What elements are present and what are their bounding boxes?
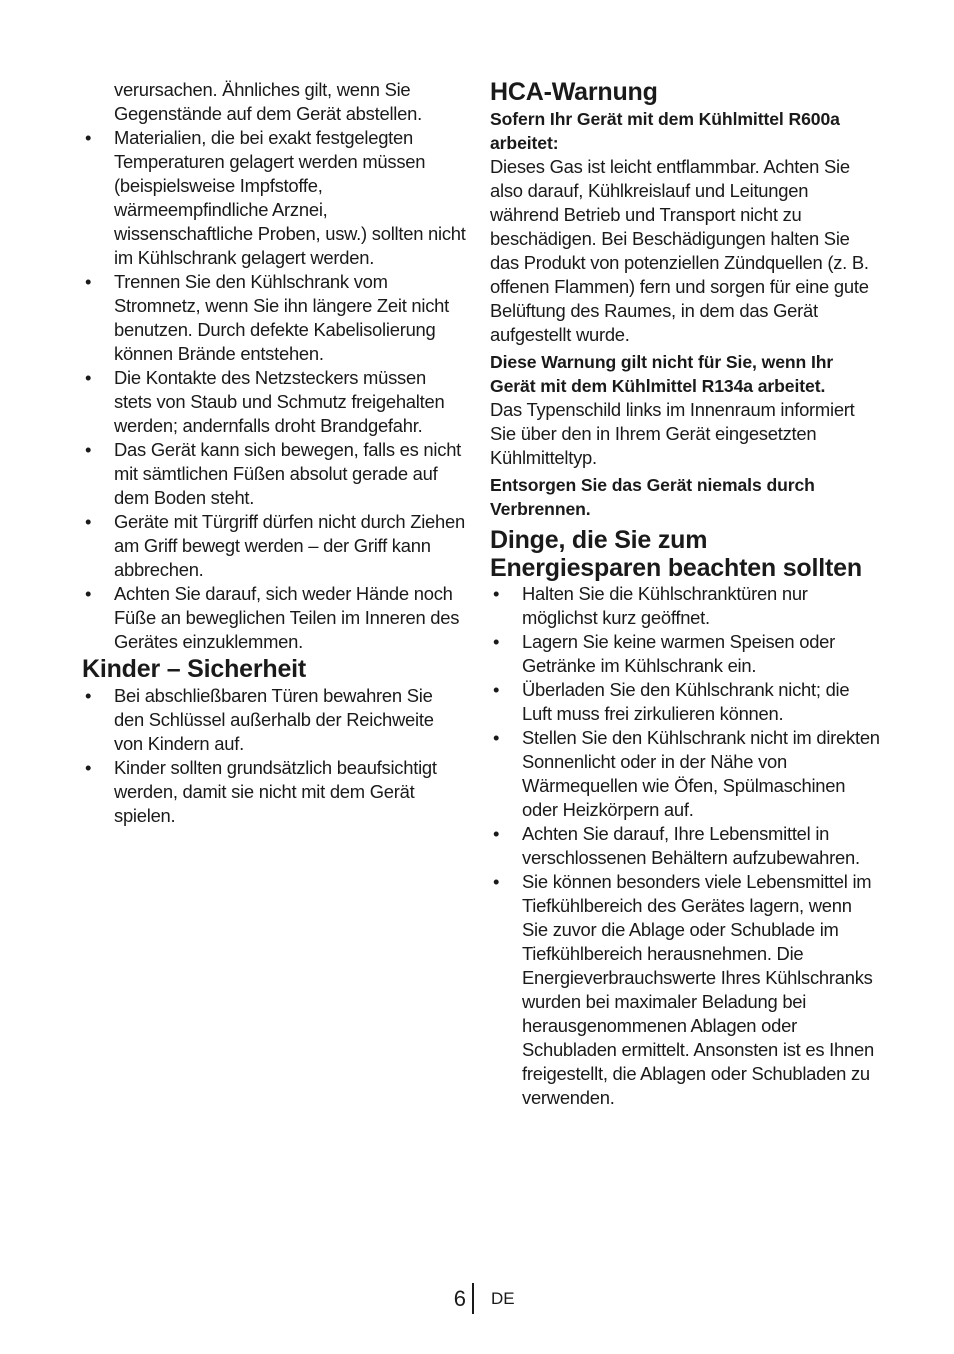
list-item: • Trennen Sie den Kühlschrank vom Stromnetz, wenn Sie ihn längere Zeit nicht benutzen. Durch defekte Kabelisolierung können Brände entstehen. [82, 270, 466, 366]
typenschild-text: Das Typenschild links im Innenraum informiert Sie über den in Ihrem Gerät eingesetzten Kühlmitteltyp. [490, 399, 855, 468]
list-item: • Achten Sie darauf, sich weder Hände noch Füße an beweglichen Teilen im Inneren des Gerätes einzuklemmen. [82, 582, 466, 654]
entsorgen-note: Entsorgen Sie das Gerät niemals durch Verbrennen. [490, 475, 815, 519]
safety-bullet-list [82, 126, 466, 654]
page-number: 6 [453, 1286, 466, 1311]
list-item: • Das Gerät kann sich bewegen, falls es nicht mit sämtlichen Füßen absolut gerade auf dem Boden steht. [82, 438, 466, 510]
list-item: • Halten Sie die Kühlschranktüren nur möglichst kurz geöffnet. [490, 582, 880, 630]
continuation-text: verursachen. Ähnliches gilt, wenn Sie Gegenstände auf dem Gerät abstellen. [114, 79, 422, 124]
kinder-sicherheit-heading: Kinder – Sicherheit [82, 655, 307, 683]
hca-subheading: Sofern Ihr Gerät mit dem Kühlmittel R600a arbeitet: [490, 109, 840, 153]
list-item: • Überladen Sie den Kühlschrank nicht; die Luft muss frei zirkulieren können. [490, 678, 880, 726]
hca-warnung-heading: HCA-Warnung [490, 78, 658, 106]
footer-divider [472, 1283, 474, 1314]
kinder-bullet-list [82, 684, 466, 828]
left-column [82, 0, 466, 828]
list-item: • Lagern Sie keine warmen Speisen oder Getränke im Kühlschrank ein. [490, 630, 880, 678]
list-item: • Achten Sie darauf, Ihre Lebensmittel in verschlossenen Behältern aufzubewahren. [490, 822, 880, 870]
list-item: • Materialien, die bei exakt festgelegten Temperaturen gelagert werden müssen (beispielsweise Impfstoffe, wärmeempfindliche Arznei, wissenschaftliche Proben, usw.) sollten nicht im Kühlschrank gelagert werden. [82, 126, 466, 270]
list-item: • Bei abschließbaren Türen bewahren Sie den Schlüssel außerhalb der Reichweite von Kindern auf. [82, 684, 466, 756]
list-item: • Sie können besonders viele Lebensmittel im Tiefkühlbereich des Gerätes lagern, wenn Sie zuvor die Ablage oder Schublade im Tiefkühlbereich herausnehmen. Die Energieverbrauchswerte Ihres Kühlschranks wurden bei maximaler Beladung bei herausgenommenen Ablagen oder Schubladen ermittelt. Ansonsten ist es Ihnen freigestellt, die Ablagen oder Schubladen zu verwenden. [490, 870, 880, 1110]
list-item: • Die Kontakte des Netzsteckers müssen stets von Staub und Schmutz freigehalten werden; andernfalls droht Brandgefahr. [82, 366, 466, 438]
language-code: DE [491, 1289, 515, 1308]
list-item: • Stellen Sie den Kühlschrank nicht im direkten Sonnenlicht oder in der Nähe von Wärmequellen wie Öfen, Spülmaschinen oder Heizkörpern auf. [490, 726, 880, 822]
energiesparen-bullet-list [490, 582, 880, 1110]
list-item: • Geräte mit Türgriff dürfen nicht durch Ziehen am Griff bewegt werden – der Griff kann abbrechen. [82, 510, 466, 582]
list-item: • Kinder sollten grundsätzlich beaufsichtigt werden, damit sie nicht mit dem Gerät spielen. [82, 756, 466, 828]
right-column [490, 0, 880, 1110]
energiesparen-heading: Dinge, die Sie zum Energiesparen beachten sollten [490, 526, 862, 582]
hca-text: Dieses Gas ist leicht entflammbar. Achten Sie also darauf, Kühlkreislauf und Leitungen während Betrieb und Transport nicht zu beschädigen. Bei Beschädigungen halten Sie das Produkt von potenziellen Zündquellen (z. B. offenen Flammen) fern und sorgen für eine gute Belüftung des Raumes, in dem das Gerät aufgestellt wurde. [490, 156, 869, 345]
r134a-note: Diese Warnung gilt nicht für Sie, wenn Ihr Gerät mit dem Kühlmittel R134a arbeitet. [490, 352, 834, 396]
